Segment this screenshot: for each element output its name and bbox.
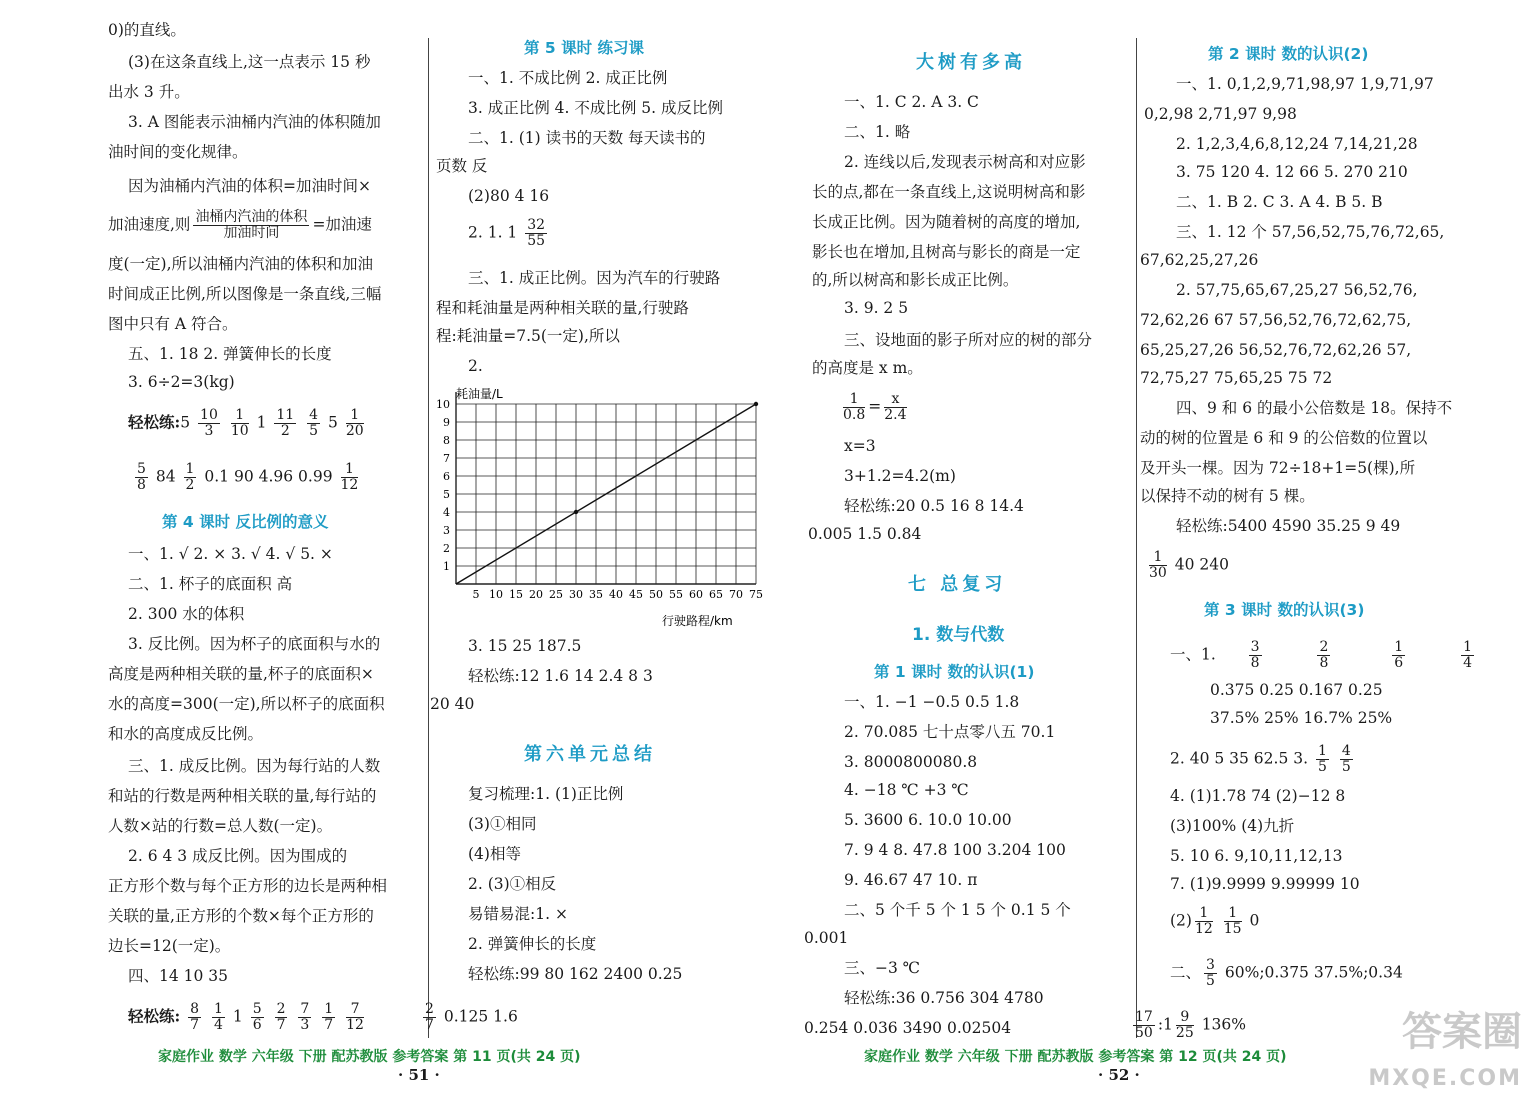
- x-tick-label: 15: [509, 588, 523, 601]
- x-tick-label: 35: [589, 588, 603, 601]
- numerator: 7: [300, 1001, 310, 1017]
- denominator: 30: [1149, 565, 1167, 581]
- text-line: [1146, 550, 1229, 581]
- section-heading: 第 1 课时 数的认识(1): [874, 663, 1035, 681]
- column-divider: [428, 38, 429, 1038]
- text-line: 三、1. 成反比例。因为每行站的人数: [128, 757, 381, 775]
- denominator: 12: [1194, 921, 1213, 937]
- numerator: 7: [346, 1002, 364, 1018]
- denominator: 4: [1463, 655, 1472, 671]
- text-line: 3. 75 120 4. 12 66 5. 270 210: [1176, 163, 1408, 181]
- text-line: 65,25,27,26 56,52,76,72,62,26 57,: [1140, 341, 1412, 359]
- text-line: 人数×站的行数=总人数(一定)。: [108, 817, 333, 835]
- text-line: 时间成正比例,所以图像是一条直线,三幅: [108, 285, 382, 303]
- page-number-right: · 52 ·: [1098, 1066, 1140, 1084]
- text-line: (3)①相同: [468, 815, 537, 833]
- y-tick-label: 10: [436, 398, 450, 411]
- section-heading: 七 总复习: [908, 574, 1007, 595]
- text-line: 四、9 和 6 的最小公倍数是 18。保持不: [1176, 399, 1453, 417]
- text-line: 2. (3)①相反: [468, 875, 557, 893]
- numerator: 10: [200, 407, 218, 423]
- fraction: [307, 408, 320, 439]
- text-span: 84: [155, 467, 176, 486]
- text-line: 2. 300 水的体积: [128, 605, 245, 623]
- numerator: 9: [1176, 1010, 1194, 1026]
- fraction: [341, 462, 359, 493]
- text-line: (3)100% (4)九折: [1170, 817, 1295, 835]
- text-line: 的,所以树高和影长成正比例。: [812, 271, 1019, 289]
- text-line: 4. −18 ℃ +3 ℃: [844, 781, 969, 799]
- text-line: [420, 1002, 518, 1033]
- text-line: 度(一定),所以油桶内汽油的体积和加油: [108, 255, 374, 273]
- text-line: 关联的量,正方形的个数×每个正方形的: [108, 907, 374, 925]
- fraction: [322, 1002, 335, 1033]
- text-line: [1170, 958, 1403, 989]
- denominator: 5: [1206, 973, 1215, 989]
- text-span: 5: [328, 413, 338, 432]
- chart-grid: [456, 392, 756, 584]
- text-span: 一、1.: [1170, 645, 1216, 664]
- series-endpoint: [754, 402, 758, 406]
- text-line: 五、1. 18 2. 弹簧伸长的长度: [128, 345, 332, 363]
- denominator: 55: [527, 233, 546, 249]
- fraction: [135, 462, 148, 493]
- section-heading: 1. 数与代数: [912, 625, 1005, 645]
- x-tick-label: 50: [649, 588, 663, 601]
- easy-practice-label: 轻松练:: [128, 412, 181, 432]
- text-line: 3+1.2=4.2(m): [844, 467, 956, 485]
- numerator: 5: [137, 461, 146, 477]
- text-line: 图中只有 A 符合。: [108, 315, 238, 333]
- text-line: 0,2,98 2,71,97 9,98: [1144, 105, 1297, 123]
- text-line: 37.5% 25% 16.7% 25%: [1210, 709, 1393, 727]
- text-line: (4)相等: [468, 845, 521, 863]
- y-tick-label: 7: [443, 452, 450, 465]
- easy-practice-label: 轻松练:: [128, 1006, 181, 1026]
- text-line: 9. 46.67 47 10. π: [844, 871, 978, 889]
- numerator: 17: [1135, 1009, 1153, 1025]
- text-line: 的高度是 x m。: [812, 359, 923, 377]
- numerator: 1: [1195, 906, 1213, 922]
- text-line: 0)的直线。: [108, 21, 186, 39]
- x-tick-label: 55: [669, 588, 683, 601]
- text-span: 0.1 90 4.96 0.99: [204, 467, 333, 486]
- numerator: 3: [1206, 957, 1215, 973]
- text-line: 0.375 0.25 0.167 0.25: [1210, 681, 1383, 699]
- section-heading: 第 2 课时 数的认识(2): [1208, 45, 1369, 63]
- denominator: 7: [190, 1017, 200, 1033]
- fraction: [1316, 744, 1329, 775]
- text-line: 72,62,26 67 57,56,52,76,72,62,75,: [1140, 311, 1412, 329]
- text-line: 动的树的位置是 6 和 9 的公倍数的位置以: [1140, 429, 1428, 447]
- text-line: 程:耗油量=7.5(一定),所以: [436, 327, 620, 345]
- text-line: 5. 3600 6. 10.0 10.00: [844, 811, 1012, 829]
- text-line: 长的点,都在一条直线上,这说明树高和影: [812, 183, 1086, 201]
- denominator: 2.4: [884, 407, 907, 423]
- text-line: 和站的行数是两种相关联的量,每行站的: [108, 787, 377, 805]
- text-line: (3)在这条直线上,这一点表示 15 秒: [128, 53, 371, 71]
- fraction: [1176, 1010, 1194, 1041]
- text-line: 3. A 图能表示油桶内汽油的体积随加: [128, 113, 381, 131]
- denominator: 3: [300, 1017, 310, 1033]
- text-span: =加油速: [312, 215, 372, 234]
- denominator: 5: [309, 423, 319, 439]
- denominator: 15: [1223, 921, 1242, 937]
- fraction: [1340, 744, 1353, 775]
- text-line: 易错易混:1. ×: [468, 905, 568, 923]
- fraction: [1195, 906, 1213, 937]
- fraction: [1133, 1010, 1155, 1041]
- x-tick-label: 10: [489, 588, 503, 601]
- chart-series: [456, 402, 758, 584]
- fraction: [1461, 640, 1474, 671]
- fraction: [843, 392, 865, 423]
- data-point: [574, 510, 578, 514]
- fraction: [1149, 550, 1167, 581]
- denominator: 6: [252, 1017, 262, 1033]
- page-footer-left: 家庭作业 数学 六年级 下册 配苏教版 参考答案 第 11 页(共 24 页): [158, 1049, 581, 1065]
- section-heading: 大树有多高: [916, 52, 1026, 73]
- denominator: 加油时间: [223, 225, 280, 241]
- denominator: 5: [1341, 759, 1351, 775]
- y-tick-label: 3: [443, 524, 450, 537]
- text-span: 60%;0.375 37.5%;0.34: [1224, 963, 1403, 982]
- fraction: [231, 408, 249, 439]
- text-line: [1170, 906, 1259, 937]
- page-number-left: · 51 ·: [398, 1066, 440, 1084]
- text-line: 7. (1)9.9999 9.99999 10: [1170, 875, 1360, 893]
- x-tick-label: 5: [472, 588, 480, 601]
- fraction: [184, 462, 197, 493]
- text-line: (2)80 4 16: [468, 187, 550, 205]
- easy-practice-line: [132, 462, 361, 493]
- x-tick-label: 60: [689, 588, 703, 601]
- text-line: 油时间的变化规律。: [108, 143, 248, 161]
- numerator: 1: [324, 1001, 334, 1017]
- text-span: 1: [232, 1007, 243, 1026]
- fraction: [298, 1002, 311, 1033]
- text-span: :1: [1157, 1015, 1173, 1034]
- text-line: 三、设地面的影子所对应的树的部分: [844, 331, 1093, 349]
- watermark-url: MXQE.COM: [1368, 1066, 1522, 1091]
- fraction: [212, 1002, 225, 1033]
- x-tick-label: 30: [569, 588, 583, 601]
- numerator: 2: [425, 1001, 434, 1017]
- text-span: 1: [256, 413, 267, 432]
- denominator: 8: [1319, 655, 1329, 671]
- text-line: 长成正比例。因为随着树的高度的增加,: [812, 213, 1081, 231]
- numerator: 3: [1250, 639, 1260, 655]
- text-line: 因为油桶内汽油的体积=加油时间×: [128, 177, 371, 195]
- fraction: [346, 408, 364, 439]
- numerator: 11: [276, 407, 295, 423]
- text-span: (2): [1170, 911, 1192, 930]
- denominator: 6: [1394, 655, 1404, 671]
- text-line: [1170, 640, 1477, 671]
- text-line: 二、1. 略: [844, 123, 911, 141]
- text-line: 3. 15 25 187.5: [468, 637, 582, 655]
- denominator: 10: [230, 423, 249, 439]
- text-line: 3. 6÷2=3(kg): [128, 373, 235, 391]
- text-line: 一、1. 0,1,2,9,71,98,97 1,9,71,97: [1176, 75, 1434, 93]
- denominator: 0.8: [843, 407, 866, 423]
- fraction: [275, 1002, 288, 1033]
- numerator: x: [884, 392, 906, 408]
- fraction: [423, 1002, 436, 1033]
- numerator: 1: [1317, 743, 1327, 759]
- x-tick-label: 40: [609, 588, 623, 601]
- denominator: 20: [345, 423, 364, 439]
- denominator: 50: [1135, 1025, 1153, 1041]
- text-line: 3. 成正比例 4. 不成比例 5. 成反比例: [468, 99, 724, 117]
- text-line: 轻松练:20 0.5 16 8 14.4: [844, 497, 1024, 515]
- text-line: 一、1. −1 −0.5 0.5 1.8: [844, 693, 1020, 711]
- fraction: [1249, 640, 1262, 671]
- easy-practice-line: [128, 1002, 367, 1033]
- numerator: 1: [1224, 906, 1242, 922]
- text-line: 轻松练:99 80 162 2400 0.25: [468, 965, 683, 983]
- denominator: 8: [137, 477, 146, 493]
- text-line: 高度是两种相关联的量,杯子的底面积×: [108, 665, 374, 683]
- text-line: 影长也在增加,且树高与影长的商是一定: [812, 243, 1081, 261]
- y-tick-label: 4: [443, 506, 450, 519]
- text-line: 二、1. 杯子的底面积 高: [128, 575, 293, 593]
- text-line: 三、1. 成正比例。因为汽车的行驶路: [468, 269, 721, 287]
- numerator: 2: [276, 1001, 286, 1017]
- text-line: 0.001: [804, 929, 849, 947]
- text-line: 一、1. C 2. A 3. C: [844, 93, 979, 111]
- text-line: [108, 210, 372, 241]
- x-tick-label: 25: [549, 588, 563, 601]
- text-span: 5: [180, 413, 191, 432]
- text-line: 72,75,27 75,65,25 75 72: [1140, 369, 1333, 387]
- text-line: 程和耗油量是两种相关联的量,行驶路: [436, 299, 689, 317]
- numerator: 1: [1394, 639, 1404, 655]
- fraction: [251, 1002, 264, 1033]
- fuel-consumption-chart: [430, 378, 763, 634]
- numerator: 1: [1463, 639, 1472, 655]
- denominator: 7: [425, 1017, 434, 1033]
- text-line: 一、1. 不成比例 2. 成正比例: [468, 69, 668, 87]
- text-line: 二、5 个千 5 个 1 5 个 0.1 5 个: [844, 901, 1071, 919]
- numerator: 2: [1319, 639, 1329, 655]
- section-heading: 第 5 课时 练习课: [524, 39, 644, 57]
- y-tick-label: 2: [443, 542, 450, 555]
- text-line: 2.: [468, 357, 483, 375]
- text-line: 0.005 1.5 0.84: [808, 525, 922, 543]
- denominator: 2: [185, 477, 195, 493]
- y-tick-label: 8: [443, 434, 450, 447]
- denominator: 8: [1250, 655, 1260, 671]
- text-span: 136%: [1201, 1015, 1247, 1034]
- text-line: 2. 连线以后,发现表示树高和对应影: [844, 153, 1086, 171]
- numerator: 8: [190, 1001, 200, 1017]
- fraction: [188, 1002, 201, 1033]
- denominator: 12: [346, 1017, 364, 1033]
- y-tick-label: 1: [443, 560, 450, 573]
- x-tick-label: 70: [729, 588, 743, 601]
- text-line: 3. 反比例。因为杯子的底面积与水的: [128, 635, 381, 653]
- fraction: [525, 218, 547, 249]
- denominator: 3: [204, 423, 214, 439]
- denominator: 7: [276, 1017, 286, 1033]
- fraction: [1392, 640, 1405, 671]
- text-line: 三、−3 ℃: [844, 959, 921, 977]
- fraction: [1204, 958, 1217, 989]
- text-line: 水的高度=300(一定),所以杯子的底面积: [108, 695, 385, 713]
- text-line: 四、14 10 35: [128, 967, 229, 985]
- numerator: 5: [252, 1001, 262, 1017]
- fraction: [198, 408, 220, 439]
- text-line: 边长=12(一定)。: [108, 937, 231, 955]
- numerator: 1: [214, 1001, 223, 1017]
- text-span: 加油速度,则: [108, 215, 191, 234]
- numerator: 油桶内汽油的体积: [195, 209, 308, 225]
- fraction: [274, 408, 296, 439]
- numerator: 4: [309, 407, 319, 423]
- x-tick-label: 75: [749, 588, 763, 601]
- text-line: 7. 9 4 8. 47.8 100 3.204 100: [844, 841, 1066, 859]
- text-line: 0.254 0.036 3490 0.02504: [804, 1019, 1012, 1037]
- text-line: 3. 9. 2 5: [844, 299, 909, 317]
- numerator: 1: [341, 462, 359, 478]
- numerator: 1: [185, 461, 195, 477]
- text-line: x=3: [844, 437, 876, 455]
- text-line: 轻松练:12 1.6 14 2.4 8 3: [468, 667, 653, 685]
- fraction: [1317, 640, 1330, 671]
- text-line: 二、1. B 2. C 3. A 4. B 5. B: [1176, 193, 1383, 211]
- denominator: 12: [340, 477, 359, 493]
- numerator: 1: [843, 392, 865, 408]
- y-axis-label: 耗油量/L: [456, 387, 503, 401]
- fraction: [884, 392, 906, 423]
- text-line: [1170, 744, 1356, 775]
- x-axis-label: 行驶路程/km: [662, 614, 733, 628]
- x-tick-label: 20: [529, 588, 543, 601]
- section-heading: 第六单元总结: [524, 744, 656, 765]
- text-line: 三、1. 12 个 57,56,52,75,76,72,65,: [1176, 223, 1445, 241]
- text-span: 0: [1249, 911, 1260, 930]
- x-tick-label: 45: [629, 588, 643, 601]
- text-line: 出水 3 升。: [108, 83, 190, 101]
- text-line: [1130, 1010, 1246, 1041]
- watermark-logo: 答案圈: [1402, 1009, 1522, 1055]
- text-line: 正方形个数与每个正方形的边长是两种相: [108, 877, 388, 895]
- denominator: 7: [324, 1017, 334, 1033]
- text-line: 复习梳理:1. (1)正比例: [468, 785, 624, 803]
- text-line: 5. 10 6. 9,10,11,12,13: [1170, 847, 1343, 865]
- text-line: 页数 反: [436, 157, 488, 175]
- denominator: 4: [214, 1017, 223, 1033]
- numerator: 1: [231, 408, 249, 424]
- text-line: 2. 弹簧伸长的长度: [468, 935, 597, 953]
- x-tick-label: 65: [709, 588, 723, 601]
- text-line: 2. 1,2,3,4,6,8,12,24 7,14,21,28: [1176, 135, 1418, 153]
- section-heading: 第 4 课时 反比例的意义: [162, 513, 329, 531]
- page-footer-right: 家庭作业 数学 六年级 下册 配苏教版 参考答案 第 12 页(共 24 页): [864, 1049, 1287, 1065]
- text-span: 2. 1. 1: [468, 223, 518, 242]
- numerator: 4: [1341, 743, 1351, 759]
- section-heading: 第 3 课时 数的认识(3): [1204, 601, 1365, 619]
- denominator: 5: [1317, 759, 1327, 775]
- y-tick-label: 9: [443, 416, 450, 429]
- text-line: 二、1. (1) 读书的天数 每天读书的: [468, 129, 706, 147]
- text-line: 和水的高度成反比例。: [108, 725, 264, 743]
- easy-practice-line: [128, 408, 367, 439]
- text-line: 轻松练:36 0.756 304 4780: [844, 989, 1044, 1007]
- text-line: 3. 8000800080.8: [844, 753, 978, 771]
- text-span: 2. 40 5 35 62.5 3.: [1170, 749, 1309, 768]
- y-tick-label: 5: [443, 488, 450, 501]
- text-span: 0.125 1.6: [443, 1007, 518, 1026]
- text-line: [468, 218, 550, 249]
- text-line: 以保持不动的树有 5 棵。: [1140, 487, 1315, 505]
- text-line: 4. (1)1.78 74 (2)−12 8: [1170, 787, 1346, 805]
- text-line: 2. 6 4 3 成反比例。因为围成的: [128, 847, 348, 865]
- column-divider: [1136, 38, 1137, 1038]
- numerator: 1: [346, 408, 364, 424]
- text-span: 40 240: [1174, 555, 1230, 574]
- equation-line: $\frac{1}{0.8}$ = $\frac{x}{2.4}$: [843, 391, 907, 423]
- text-line: 2. 57,75,65,67,25,27 56,52,76,: [1176, 281, 1418, 299]
- text-line: 20 40: [430, 695, 475, 713]
- denominator: 25: [1175, 1025, 1194, 1041]
- fraction: [1224, 906, 1242, 937]
- text-span: 二、: [1170, 963, 1202, 982]
- denominator: 2: [280, 423, 290, 439]
- fraction: [346, 1002, 364, 1033]
- text-line: 及开头一棵。因为 72÷18+1=5(棵),所: [1140, 459, 1416, 477]
- numerator: 1: [1149, 550, 1167, 566]
- text-line: 轻松练:5400 4590 35.25 9 49: [1176, 517, 1401, 535]
- text-line: 67,62,25,27,26: [1140, 251, 1259, 269]
- y-tick-label: 6: [443, 470, 450, 483]
- numerator: 32: [527, 217, 546, 233]
- fraction: [193, 210, 309, 241]
- text-line: 2. 70.085 七十点零八五 70.1: [844, 723, 1056, 741]
- text-line: 一、1. √ 2. × 3. √ 4. √ 5. ×: [128, 545, 333, 563]
